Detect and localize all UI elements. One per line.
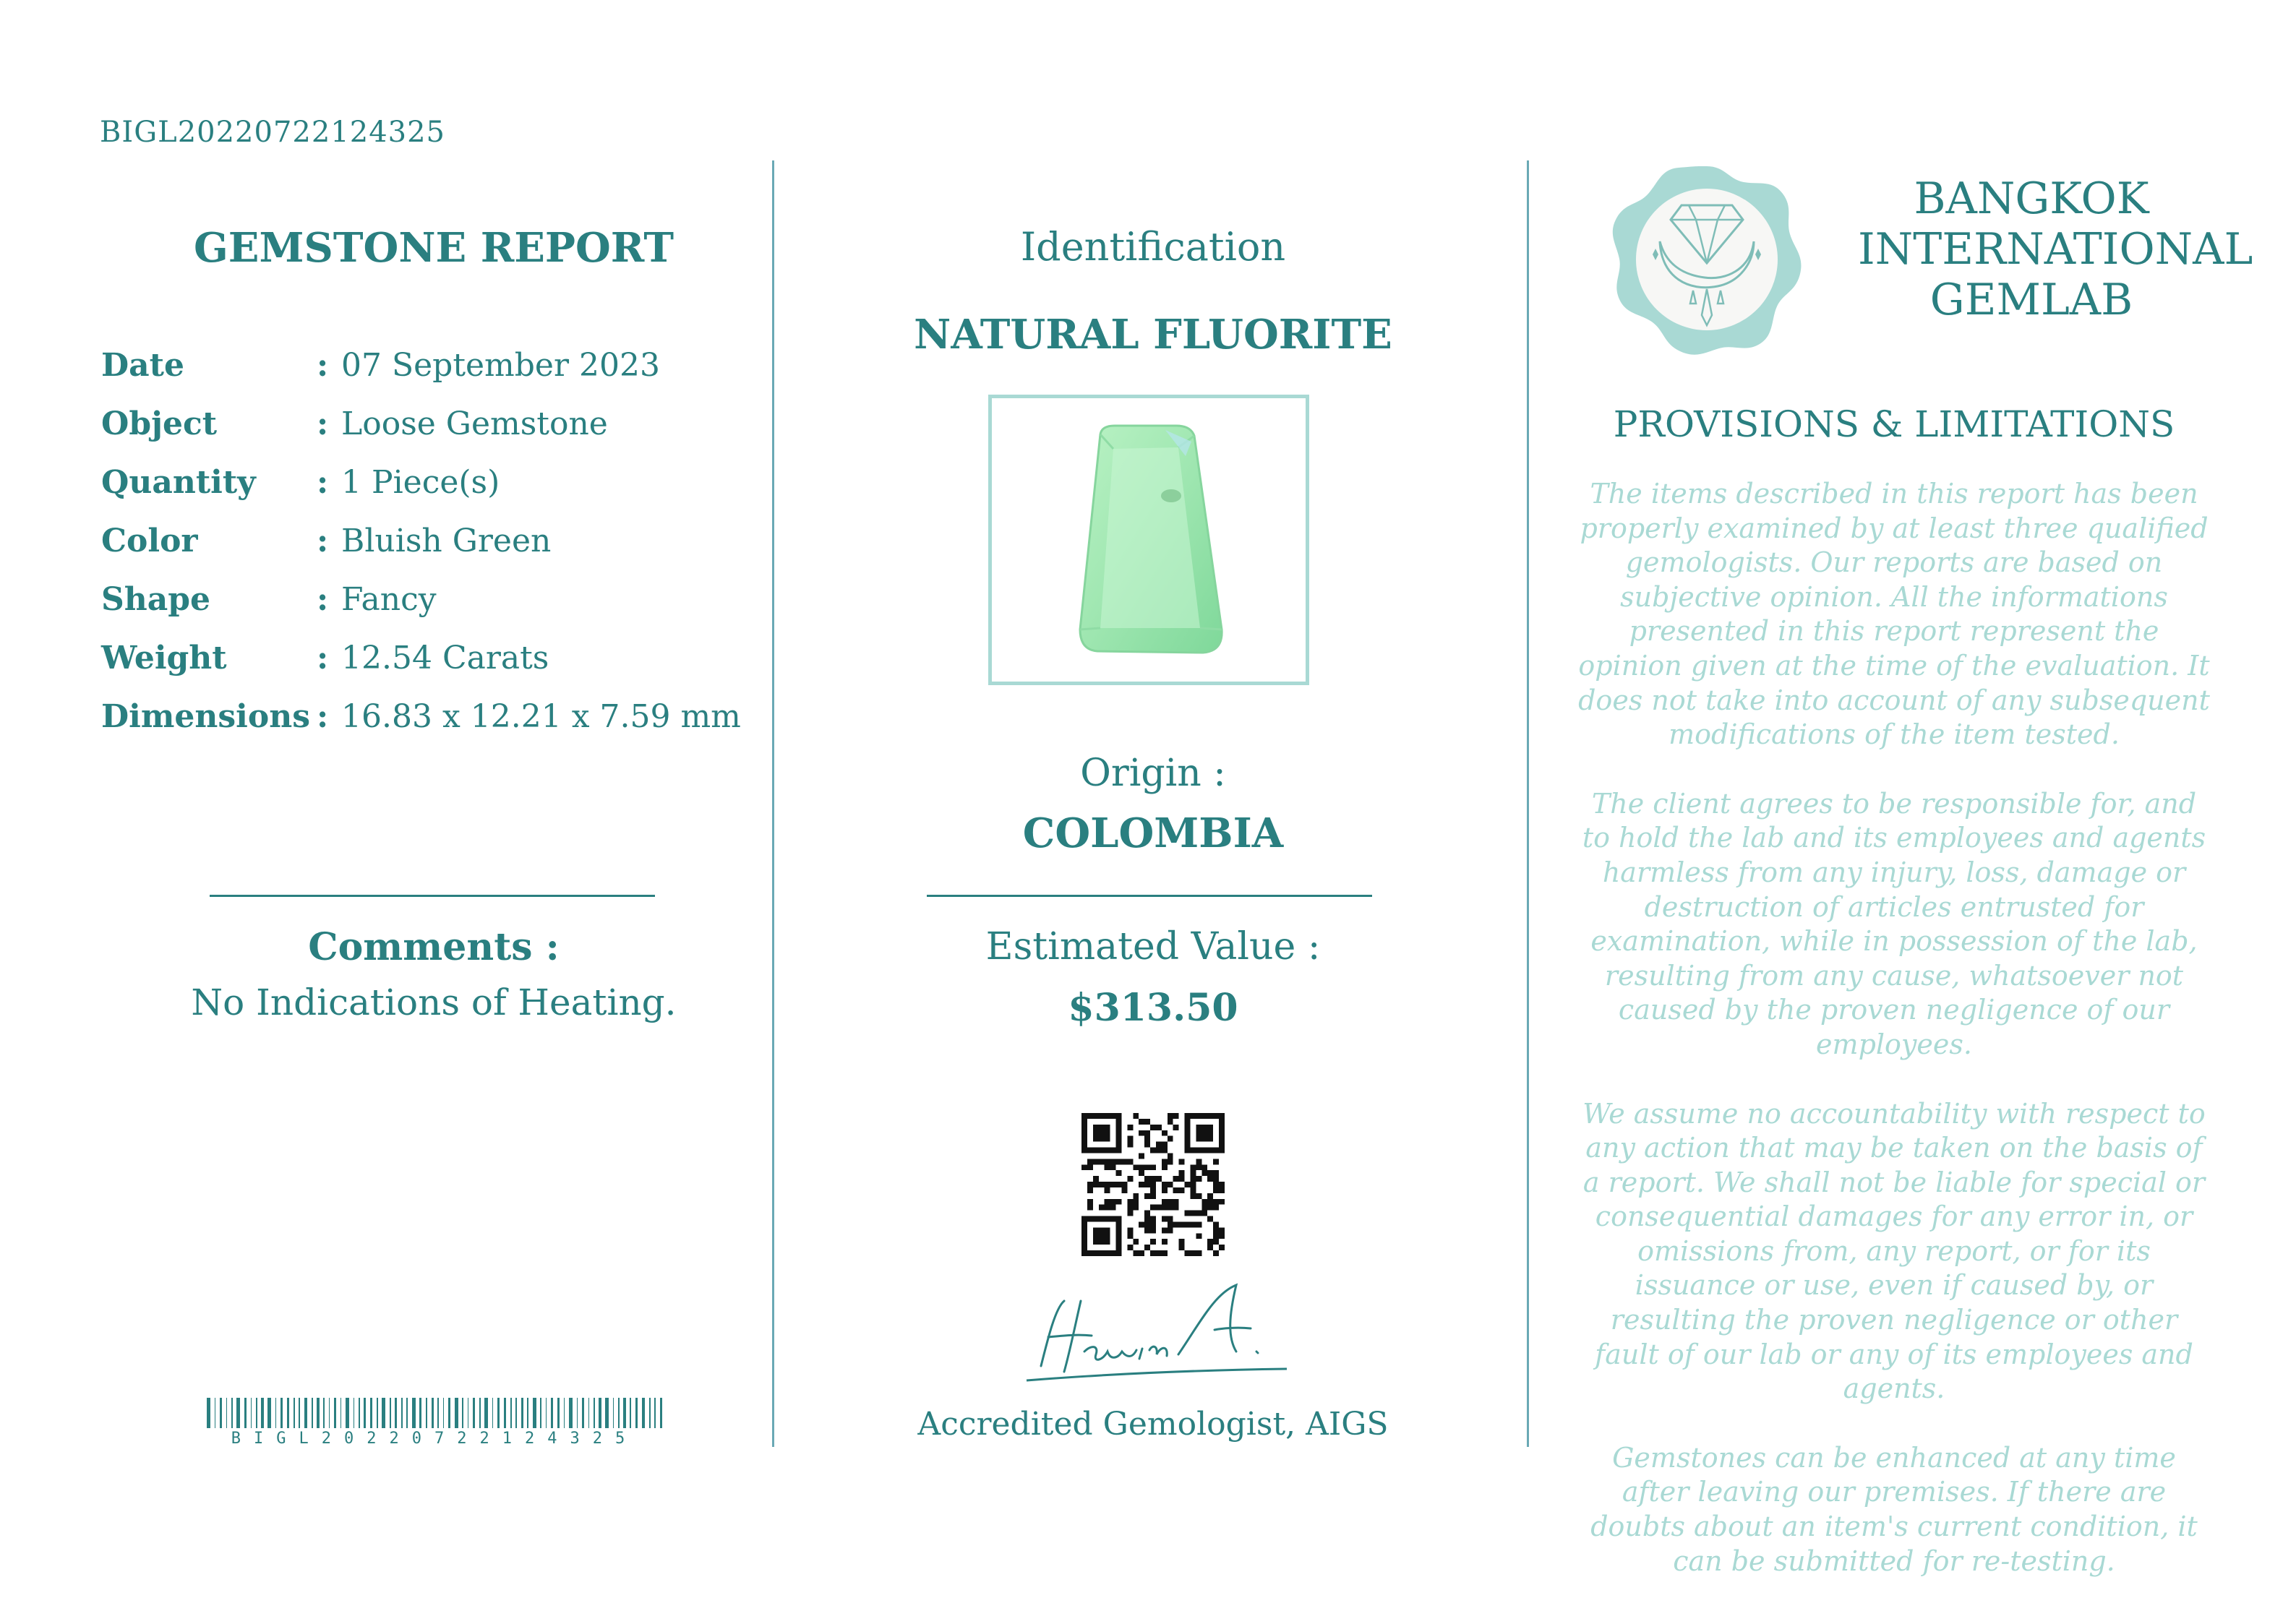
detail-label: Color [101,523,198,559]
barcode-bar [569,1398,573,1428]
barcode-bar [256,1398,257,1428]
barcode-bar [382,1398,385,1428]
barcode-bar [401,1398,403,1428]
provision-paragraph: Gemstones can be enhanced at any time after leaving our premises. If there are doubts about an item's current condition, it can be submitted for re-testing. [1590,1441,2198,1577]
detail-value: Bluish Green [341,523,552,559]
detail-label: Shape [101,581,211,618]
detail-colon: : [317,347,329,384]
gemlab-seal-logo-icon [1609,162,1804,357]
comments-text: No Indications of Heating. [191,981,677,1023]
barcode-bar [354,1398,355,1428]
detail-value: 12.54 Carats [341,640,549,676]
barcode-bar [275,1398,277,1428]
barcode-bar [437,1398,439,1428]
origin-value: COLOMBIA [1022,809,1284,857]
barcode-bar [287,1398,289,1428]
lab-name [1858,173,2253,325]
identification-value: NATURAL FLUORITE [914,311,1392,358]
barcode-bar [510,1398,512,1428]
barcode-bar [329,1398,330,1428]
barcode-bar [455,1398,458,1428]
estimated-value-label: Estimated Value : [985,925,1321,968]
barcode-bar [497,1398,500,1428]
barcode-bar [261,1398,263,1428]
detail-row-quantity [101,464,752,515]
barcode-bar [649,1398,651,1428]
barcode-bar [395,1398,397,1428]
barcode-bar [635,1398,638,1428]
barcode-bar [364,1398,366,1428]
barcode-bar [280,1398,283,1428]
detail-label: Dimensions [101,698,311,735]
barcode-bar [359,1398,360,1428]
barcode-icon [207,1398,662,1428]
barcode-bar [448,1398,450,1428]
report-title: GEMSTONE REPORT [193,224,674,272]
barcode-bar [317,1398,319,1428]
barcode-bar [564,1398,565,1428]
estimated-value-amount: $313.50 [1068,986,1238,1030]
signature-icon [998,1279,1301,1402]
barcode-bar [613,1398,614,1428]
detail-colon: : [317,464,329,501]
barcode-bar [426,1398,427,1428]
detail-colon: : [317,523,329,559]
detail-value: 16.83 x 12.21 x 7.59 mm [341,698,741,735]
detail-value: 1 Piece(s) [341,464,500,501]
detail-colon: : [317,698,329,735]
barcode-bar [377,1398,378,1428]
detail-label: Weight [101,640,227,676]
gemstone-photo-icon [992,398,1306,682]
barcode-bar [605,1398,609,1428]
barcode-bar [654,1398,656,1428]
barcode-bar [540,1398,541,1428]
column-divider-right [1527,160,1529,1447]
barcode-bar [231,1398,233,1428]
lab-name-line: GEMLAB [1929,275,2133,325]
barcode-bar [515,1398,517,1428]
detail-row-dimensions [101,698,752,749]
barcode-bar [588,1398,590,1428]
detail-row-color [101,523,752,573]
barcode-bar [226,1398,228,1428]
barcode-bar [642,1398,646,1428]
barcode-bar [577,1398,578,1428]
barcode-bar [630,1398,631,1428]
gemstone-photo-frame [988,395,1309,685]
barcode-bar [220,1398,222,1428]
barcode-bar [462,1398,463,1428]
barcode-bar [504,1398,506,1428]
barcode-bar [323,1398,325,1428]
lab-name-line: INTERNATIONAL [1858,224,2253,275]
detail-colon: : [317,405,329,442]
barcode-bar [473,1398,475,1428]
origin-label: Origin : [1080,752,1226,795]
identification-label: Identification [1020,224,1286,270]
barcode-bar [207,1398,210,1428]
barcode-bar [390,1398,391,1428]
barcode-bar [618,1398,620,1428]
barcode-bar [546,1398,547,1428]
provision-paragraph: We assume no accountability with respect to any action that may be taken on the basis of a report. We shall not be liable for special or consequential damages for any error in, or omissions from, any report, or for its issuance or use, even if caused by, or resulting the proven negligence or other fault of our lab or any of its employees and agents. [1582,1097,2206,1405]
provisions-title: PROVISIONS & LIMITATIONS [1613,403,2175,445]
detail-label: Quantity [101,464,256,501]
signature-caption: Accredited Gemologist, AIGS [917,1406,1389,1443]
barcode-bar [527,1398,528,1428]
barcode-bar [267,1398,271,1428]
detail-value: Loose Gemstone [341,405,608,442]
barcode-bar [660,1398,662,1428]
detail-colon: : [317,640,329,676]
barcode-bar [492,1398,494,1428]
barcode-bar [479,1398,481,1428]
barcode-bar [340,1398,342,1428]
barcode-bar [419,1398,421,1428]
comments-title: Comments : [308,925,560,969]
barcode-bar [551,1398,553,1428]
barcode-bar [215,1398,216,1428]
provision-paragraph: The items described in this report has been properly examined by at least three qualified gemologists. Our reports are based on subjective opinion. All the informations presented in this report represent the opinion given at the time of the evaluation. It does not take into account of any subsequent modifications of the item tested. [1578,478,2210,751]
barcode-bar [432,1398,434,1428]
lab-name-line: BANGKOK [1914,173,2149,224]
barcode-bar [346,1398,349,1428]
barcode-text: BIGL20220722124325 [231,1430,638,1448]
value-divider [927,895,1372,897]
barcode-bar [251,1398,252,1428]
detail-row-date [101,347,752,398]
barcode-bar [244,1398,247,1428]
barcode-bar [304,1398,308,1428]
barcode-bar [443,1398,445,1428]
report-id: BIGL20220722124325 [100,116,445,149]
barcode-bar [594,1398,595,1428]
barcode-bar [533,1398,536,1428]
barcode-bar [334,1398,336,1428]
column-divider-left [772,160,774,1447]
detail-colon: : [317,581,329,618]
detail-row-shape [101,581,752,632]
barcode-bar [484,1398,488,1428]
barcode-bar [623,1398,625,1428]
barcode-bar [312,1398,313,1428]
detail-value: 07 September 2023 [341,347,660,384]
barcode-bar [406,1398,408,1428]
detail-row-weight [101,640,752,690]
detail-row-object [101,405,752,456]
barcode-bar [370,1398,372,1428]
barcode-bar [299,1398,300,1428]
detail-value: Fancy [341,581,437,618]
barcode-bar [468,1398,469,1428]
detail-label: Date [101,347,184,384]
barcode-bar [294,1398,295,1428]
barcode-bar [557,1398,560,1428]
barcode-bar [236,1398,240,1428]
provisions-text [1576,477,2212,1613]
barcode-bar [521,1398,523,1428]
qr-code-icon[interactable] [1081,1113,1225,1256]
detail-label: Object [101,405,218,442]
provision-paragraph: The client agrees to be responsible for, and to hold the lab and its employees and agents harmless from any injury, loss, damage or destruction of articles entrusted for examination, while in possession of the lab, resulting from any cause, whatsoever not caused by the proven negligence of our employees. [1582,787,2206,1060]
barcode-bar [412,1398,416,1428]
barcode-bar [599,1398,601,1428]
comments-divider [210,895,655,897]
barcode-bar [582,1398,584,1428]
